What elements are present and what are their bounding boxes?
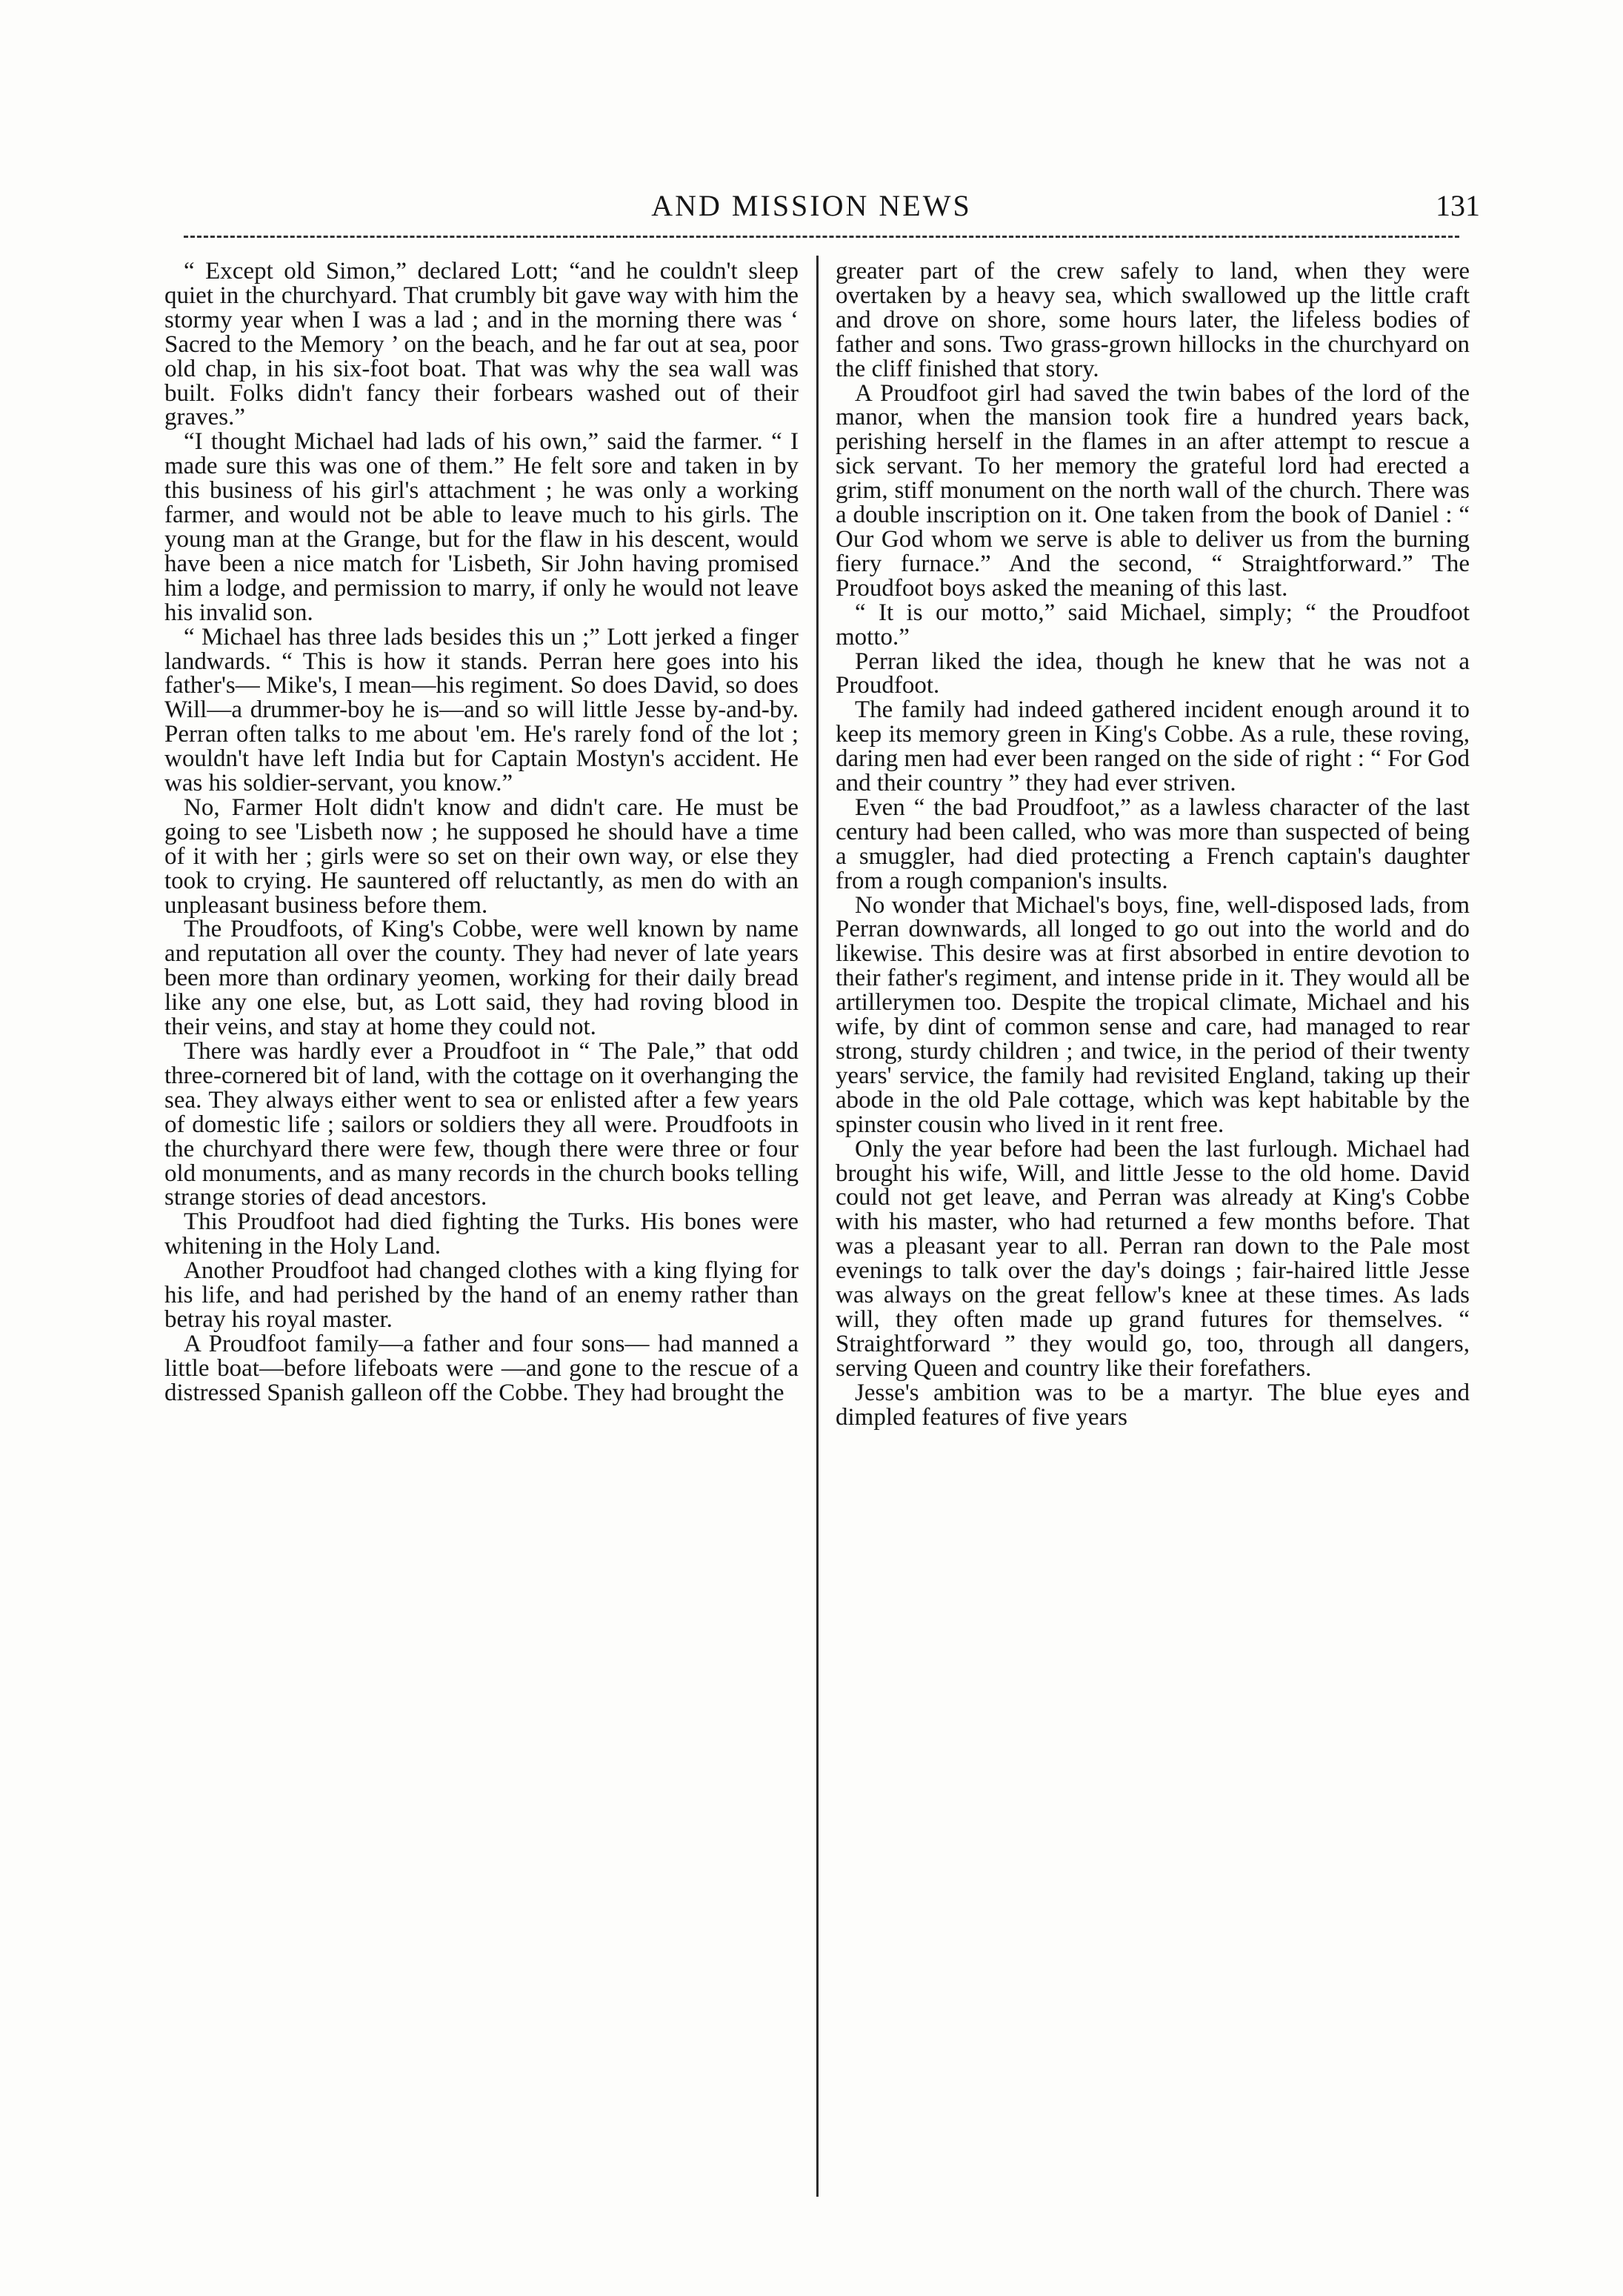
paragraph: This Proudfoot had died fighting the Turks. His bones were whitening in the Holy Land.	[164, 1208, 799, 1260]
column-divider	[816, 256, 819, 2197]
paragraph: Another Proudfoot had changed clothes with a king flying for his life, and had perished by the hand of an enemy rather than betray his royal master.	[164, 1257, 799, 1333]
paragraph: Only the year before had been the last furlough. Michael had brought his wife, Will, and little Jesse to the old home. David could not get leave, and Perran was already at King's Cobbe with his master, who had returned a few months before. That was a pleasant year to all. Perran ran down to the Pale most evenings to talk over the day's doings ; fair-haired little Jesse was always on the great fellow's knee at these times. As lads will, they often made up grand futures for themselves. “ Straightforward ” they would go, too, through all dangers, serving Queen and country like their forefathers.	[836, 1135, 1470, 1382]
paragraph: A Proudfoot girl had saved the twin babes of the lord of the manor, when the mansion took fire a hundred years back, perishing herself in the flames in an after attempt to rescue a sick servant. To her memory the grateful lord had erected a grim, stiff monument on the north wall of the church. There was a double inscription on it. One taken from the book of Daniel : “ Our God whom we serve is able to deliver us from the burning fiery furnace.” And the second, “ Straightforward.” The Proudfoot boys asked the meaning of this last.	[836, 379, 1470, 602]
paragraph: The family had indeed gathered incident enough around it to keep its memory green in King's Cobbe. As a rule, these roving, daring men had ever been ranged on the side of right : “ For God and their country ” they had ever striven.	[836, 696, 1470, 797]
left-column	[164, 259, 799, 1405]
header-rule	[184, 236, 1459, 238]
paragraph: Even “ the bad Proudfoot,” as a lawless character of the last century had been called, who was more than suspected of being a smuggler, had died protecting a French captain's daughter from a rough companion's insults.	[836, 793, 1470, 894]
paragraph: There was hardly ever a Proudfoot in “ The Pale,” that odd three-cornered bit of land, with the cottage on it overhanging the sea. They always either went to sea or enlisted after a few years of domestic life ; sailors or soldiers they all were. Proudfoots in the churchyard there were few, though there were three or four old monuments, and as many records in the church books telling strange stories of dead ancestors.	[164, 1038, 799, 1211]
paragraph: Perran liked the idea, though he knew that he was not a Proudfoot.	[836, 648, 1470, 699]
right-column	[836, 259, 1470, 1430]
paragraph: Jesse's ambition was to be a martyr. The blue eyes and dimpled features of five years	[836, 1379, 1470, 1431]
paragraph: The Proudfoots, of King's Cobbe, were well known by name and reputation all over the county. They had never of late years been more than ordinary yeomen, working for their daily bread like any one else, but, as Lott said, they had roving blood in their veins, and stay at home they could not.	[164, 916, 799, 1041]
paragraph: No, Farmer Holt didn't know and didn't care. He must be going to see 'Lisbeth now ; he supposed he should have a time of it with her ; girls were so set on their own way, or else they took to crying. He sauntered off reluctantly, as men do with an unpleasant business before them.	[164, 793, 799, 919]
paragraph: No wonder that Michael's boys, fine, well-disposed lads, from Perran downwards, all longed to go out into the world and do likewise. This desire was at first absorbed in entire devotion to their father's regiment, and intense pride in it. They would all be artillerymen too. Despite the tropical climate, Michael and his wife, by dint of common sense and care, had managed to rear strong, sturdy children ; and twice, in the period of their twenty years' service, the family had revisited England, taking up their abode in the old Pale cottage, which was kept habitable by the spinster cousin who lived in it rent free.	[836, 891, 1470, 1138]
paragraph: A Proudfoot family—a father and four sons— had manned a little boat—before lifeboats were —and gone to the rescue of a distressed Spanish galleon off the Cobbe. They had brought the	[164, 1330, 799, 1406]
paragraph: “ Except old Simon,” declared Lott; “and he couldn't sleep quiet in the churchyard. That crumbly bit gave way with him the stormy year when I was a lad ; and in the morning there was ‘ Sacred to the Memory ’ on the beach, and he far out at sea, poor old chap, in his six-foot boat. That was why the sea wall was built. Folks didn't fancy their forbears washed out of their graves.”	[164, 258, 799, 431]
page-number: 131	[1436, 189, 1480, 222]
paragraph: greater part of the crew safely to land, when they were overtaken by a heavy sea, which swallowed up the little craft and drove on shore, some hours later, the lifeless bodies of father and sons. Two grass-grown hillocks in the churchyard on the cliff finished that story.	[836, 258, 1470, 382]
running-title: AND MISSION NEWS	[651, 189, 972, 222]
paragraph: “I thought Michael had lads of his own,” said the farmer. “ I made sure this was one of them.” He felt sore and taken in by this business of his girl's attachment ; he was only a working farmer, and would not be able to leave much to his girls. The young man at the Grange, but for the flaw in his descent, would have been a nice match for 'Lisbeth, Sir John having promised him a lodge, and permission to marry, if only he would not leave his invalid son.	[164, 428, 799, 626]
paragraph: “ It is our motto,” said Michael, simply; “ the Proudfoot motto.”	[836, 599, 1470, 650]
paragraph: “ Michael has three lads besides this un ;” Lott jerked a finger landwards. “ This is how it stands. Perran here goes into his father's— Mike's, I mean—his regiment. So does David, so does Will—a drummer-boy he is—and so will little Jesse by-and-by. Perran often talks to me about 'em. He's rarely fond of the lot ; wouldn't have left India but for Captain Mostyn's accident. He was his soldier-servant, you know.”	[164, 623, 799, 797]
